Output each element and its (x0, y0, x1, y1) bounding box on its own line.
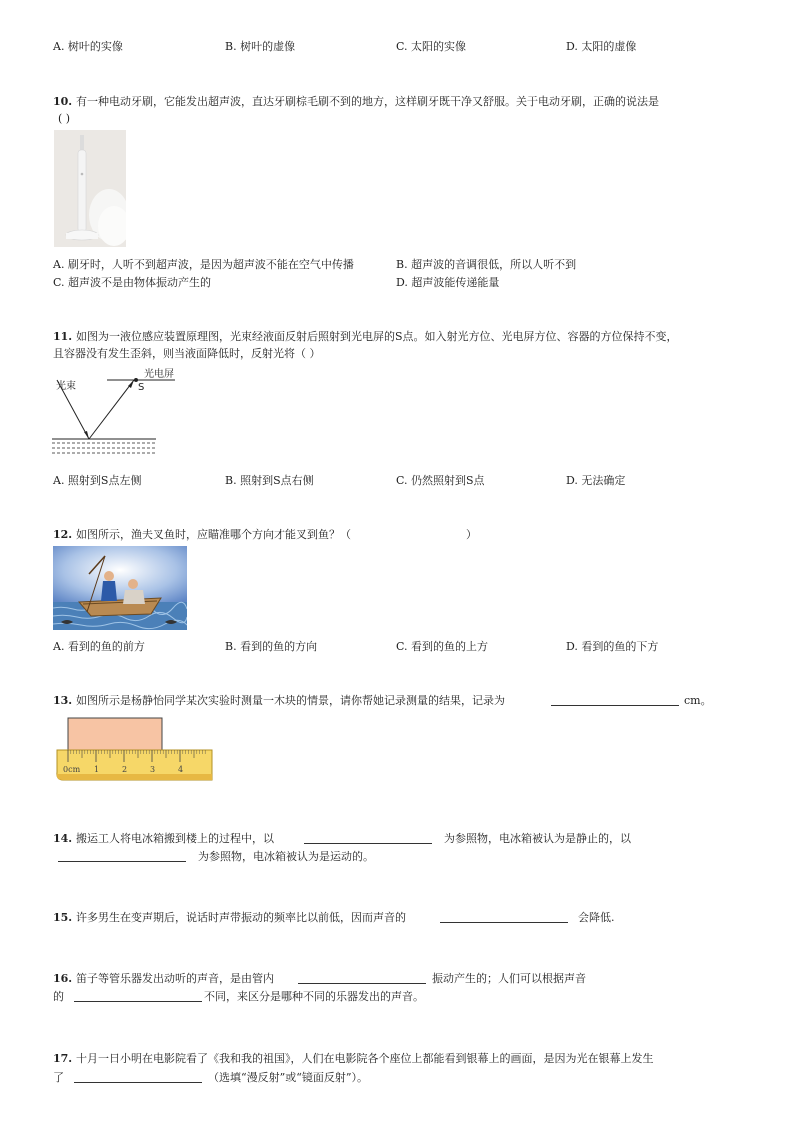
q10-number: 10. (53, 95, 73, 108)
q17-number: 17. (53, 1052, 73, 1065)
q11-option-d: D. 无法确定 (566, 474, 626, 487)
q9-option-a: A. 树叶的实像 (53, 40, 123, 53)
q12-option-c: C. 看到的鱼的上方 (396, 640, 489, 653)
q10-option-b: B. 超声波的音调很低，所以人听不到 (396, 258, 577, 271)
q13-number: 13. (53, 694, 73, 707)
q12-option-a: A. 看到的鱼的前方 (53, 640, 145, 653)
q15-part2: 会降低. (578, 911, 615, 924)
q13-answer-blank[interactable] (551, 694, 679, 706)
q14-part1: 搬运工人将电冰箱搬到楼上的过程中，以 (76, 832, 274, 845)
q15-blank[interactable] (440, 911, 568, 923)
fisherman-image (53, 546, 187, 630)
q16-blank-1[interactable] (298, 972, 426, 984)
ruler-diagram (55, 716, 215, 784)
q11-option-b: B. 照射到S点右侧 (225, 474, 314, 487)
point-s-label: S (138, 382, 145, 393)
q11-option-c: C. 仍然照射到S点 (396, 474, 485, 487)
q9-option-d: D. 太阳的虚像 (566, 40, 637, 53)
q11-line1: 如图为一液位感应装置原理图，光束经液面反射后照射到光电屏的S点。如入射光方位、光电屏方位、容器的方位保持不变， (76, 330, 678, 343)
q12-option-d: D. 看到的鱼的下方 (566, 640, 659, 653)
q15-part1: 许多男生在变声期后，说话时声带振动的频率比以前低，因而声音的 (76, 911, 406, 924)
q17-part1: 十月一日小明在电影院看了《我和我的祖国》，人们在电影院各个座位上都能看到银幕上的画面，是因为光在银幕上发生 (76, 1052, 654, 1065)
q17-part3: （选填“漫反射”或“镜面反射”）。 (208, 1071, 368, 1084)
q10-option-a: A. 刷牙时，人听不到超声波，是因为超声波不能在空气中传播 (53, 258, 354, 271)
q12-option-b: B. 看到的鱼的方向 (225, 640, 318, 653)
q16-blank-2[interactable] (74, 990, 202, 1002)
ruler-label-2: 2 (122, 765, 128, 774)
q16-part4: 不同，来区分是哪种不同的乐器发出的声音。 (204, 990, 424, 1003)
q14-blank-2[interactable] (58, 850, 186, 862)
q14-part3: 为参照物，电冰箱被认为是运动的。 (198, 850, 374, 863)
q9-option-c: C. 太阳的实像 (396, 40, 467, 53)
beam-label: 光束 (56, 381, 76, 392)
q16-part1: 笛子等管乐器发出动听的声音，是由管内 (76, 972, 274, 985)
q11-option-a: A. 照射到S点左侧 (53, 474, 142, 487)
q10-option-c: C. 超声波不是由物体振动产生的 (53, 276, 212, 289)
q11-line2: 且容器没有发生歪斜，则当液面降低时，反射光将（ ） (53, 347, 321, 360)
q10-text: 有一种电动牙刷，它能发出超声波，直达牙刷棕毛刷不到的地方，这样刷牙既干净又舒服。关于电动牙刷，正确的说法是 (76, 95, 659, 108)
q12-close: ） (466, 528, 477, 541)
q10-paren: ( ) (58, 112, 71, 125)
q16-part2: 振动产生的；人们可以根据声音 (432, 972, 586, 985)
ruler-label-3: 3 (150, 765, 156, 774)
ruler-label-4: 4 (178, 765, 184, 774)
q15-number: 15. (53, 911, 73, 924)
q16-part3: 的 (53, 990, 64, 1003)
q17-blank[interactable] (74, 1071, 202, 1083)
q12-text: 如图所示，渔夫叉鱼时，应瞄准哪个方向才能叉到鱼？（ (76, 528, 351, 541)
q14-blank-1[interactable] (304, 832, 432, 844)
q9-option-b: B. 树叶的虚像 (225, 40, 296, 53)
q14-part2: 为参照物，电冰箱被认为是静止的，以 (444, 832, 631, 845)
q13-unit: cm。 (684, 694, 712, 707)
toothbrush-image (54, 130, 126, 247)
q12-number: 12. (53, 528, 73, 541)
screen-label: 光电屏 (144, 369, 174, 380)
ruler-label-0: 0cm (63, 765, 81, 774)
q14-number: 14. (53, 832, 73, 845)
q10-option-d: D. 超声波能传递能量 (396, 276, 500, 289)
ruler-label-1: 1 (94, 765, 100, 774)
q17-part2: 了 (53, 1071, 64, 1084)
q11-number: 11. (53, 330, 73, 343)
q13-text: 如图所示是杨静怡同学某次实验时测量一木块的情景，请你帮她记录测量的结果，记录为 (76, 694, 505, 707)
q16-number: 16. (53, 972, 73, 985)
liquid-level-diagram (52, 364, 177, 460)
